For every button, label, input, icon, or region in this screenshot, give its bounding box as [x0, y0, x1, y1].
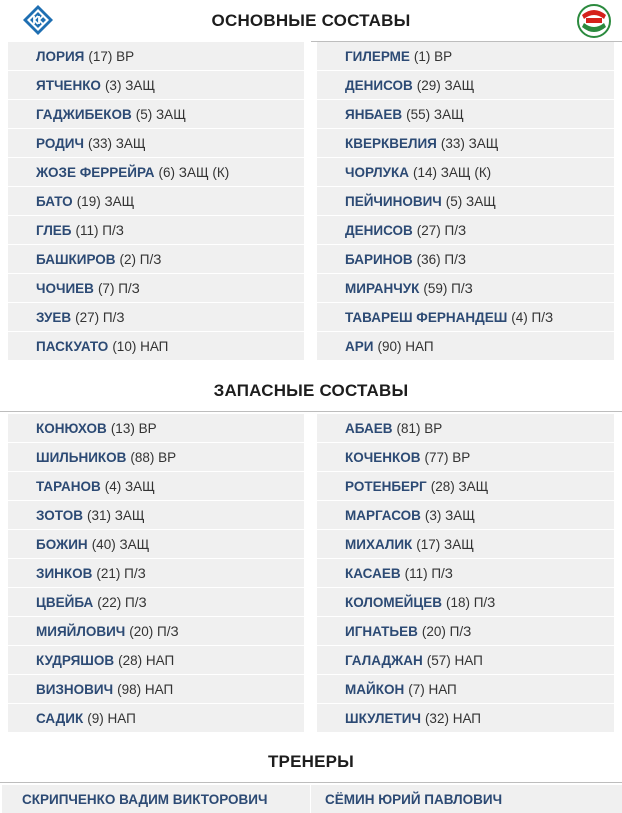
player-row — [8, 530, 304, 558]
player-row — [317, 646, 614, 674]
away-coach-name[interactable]: СЁМИН ЮРИЙ ПАВЛОВИЧ — [311, 785, 622, 813]
player-number-position: (20) П/З — [129, 623, 179, 639]
player-number-position: (1) ВР — [413, 48, 453, 64]
player-name-link[interactable]: ГЛЕБ — [36, 222, 72, 238]
player-row — [317, 501, 614, 529]
player-number-position: (55) ЗАЩ — [406, 106, 464, 122]
subs-lineups — [0, 414, 622, 733]
player-row — [317, 187, 614, 215]
player-number-position: (31) ЗАЩ — [86, 507, 145, 523]
krylia-sovetov-logo-icon[interactable] — [22, 4, 54, 36]
player-name-link[interactable]: ТАРАНОВ — [36, 478, 101, 494]
player-row — [8, 501, 304, 529]
player-row — [8, 303, 304, 331]
player-number-position: (27) П/З — [75, 309, 125, 325]
player-name-link[interactable]: ЛОРИЯ — [36, 48, 85, 64]
player-name-link[interactable]: ГАДЖИБЕКОВ — [36, 106, 132, 122]
player-number-position: (33) ЗАЩ — [87, 135, 146, 151]
home-subs-list — [8, 414, 304, 733]
player-row — [8, 42, 304, 70]
away-starting-list — [317, 42, 614, 361]
player-name-link[interactable]: АРИ — [345, 338, 374, 354]
player-row — [8, 274, 304, 302]
player-number-position: (57) НАП — [426, 652, 483, 668]
home-coach-name[interactable]: СКРИПЧЕНКО ВАДИМ ВИКТОРОВИЧ — [2, 785, 310, 813]
player-number-position: (77) ВР — [424, 449, 471, 465]
player-number-position: (4) П/З — [511, 309, 554, 325]
player-name-link[interactable]: БАТО — [36, 193, 73, 209]
player-row — [317, 42, 614, 70]
player-row — [8, 414, 304, 442]
player-name-link[interactable]: РОДИЧ — [36, 135, 84, 151]
coaches-header — [0, 741, 622, 783]
player-row — [8, 472, 304, 500]
player-row — [8, 129, 304, 157]
player-number-position: (7) НАП — [408, 681, 457, 697]
player-row — [317, 472, 614, 500]
player-name-link[interactable]: МИЯЙЛОВИЧ — [36, 623, 126, 639]
player-name-link[interactable]: МИХАЛИК — [345, 536, 413, 552]
player-number-position: (29) ЗАЩ — [416, 77, 475, 93]
player-row — [317, 414, 614, 442]
player-row — [317, 129, 614, 157]
away-subs-list — [317, 414, 614, 733]
player-name-link[interactable]: ДЕНИСОВ — [345, 77, 413, 93]
player-name-link[interactable]: ШКУЛЕТИЧ — [345, 710, 421, 726]
player-number-position: (81) ВР — [396, 420, 443, 436]
header-divider — [0, 782, 622, 783]
player-name-link[interactable]: ЖОЗЕ ФЕРРЕЙРА — [36, 164, 155, 180]
coaches-title: ТРЕНЕРЫ — [267, 752, 355, 771]
player-number-position: (33) ЗАЩ — [440, 135, 499, 151]
player-name-link[interactable]: ПЕЙЧИНОВИЧ — [345, 193, 442, 209]
player-name-link[interactable]: ЧОЧИЕВ — [36, 280, 94, 296]
player-number-position: (5) ЗАЩ — [445, 193, 496, 209]
player-row — [317, 71, 614, 99]
player-row — [317, 245, 614, 273]
player-row — [317, 530, 614, 558]
player-name-link[interactable]: ЗОТОВ — [36, 507, 83, 523]
player-name-link[interactable]: КВЕРКВЕЛИЯ — [345, 135, 437, 151]
player-number-position: (36) П/З — [416, 251, 467, 267]
player-row — [8, 443, 304, 471]
player-name-link[interactable]: ЯТЧЕНКО — [36, 77, 101, 93]
player-name-link[interactable]: МАЙКОН — [345, 681, 405, 697]
player-name-link[interactable]: ИГНАТЬЕВ — [345, 623, 418, 639]
player-name-link[interactable]: ТАВАРЕШ ФЕРНАНДЕШ — [345, 309, 508, 325]
player-number-position: (59) П/З — [423, 280, 473, 296]
player-row — [317, 559, 614, 587]
player-number-position: (19) ЗАЩ — [76, 193, 135, 209]
player-row — [8, 704, 304, 732]
player-number-position: (13) ВР — [110, 420, 157, 436]
player-row — [317, 617, 614, 645]
player-row — [317, 158, 614, 186]
player-row — [317, 274, 614, 302]
player-name-link[interactable]: КАСАЕВ — [345, 565, 401, 581]
player-number-position: (18) П/З — [445, 594, 496, 610]
player-row — [8, 675, 304, 703]
player-number-position: (11) П/З — [404, 565, 453, 581]
player-number-position: (22) П/З — [97, 594, 147, 610]
player-number-position: (27) П/З — [416, 222, 467, 238]
player-number-position: (2) П/З — [119, 251, 162, 267]
player-row — [317, 675, 614, 703]
player-name-link[interactable]: ЦВЕЙБА — [36, 594, 94, 610]
player-number-position: (21) П/З — [96, 565, 146, 581]
player-number-position: (14) ЗАЩ (К) — [413, 164, 492, 180]
player-row — [317, 704, 614, 732]
player-name-link[interactable]: КОЧЕНКОВ — [345, 449, 421, 465]
player-number-position: (90) НАП — [377, 338, 434, 354]
player-name-link[interactable]: БАШКИРОВ — [36, 251, 116, 267]
player-row — [8, 100, 304, 128]
player-name-link[interactable]: МАРГАСОВ — [345, 507, 421, 523]
player-row — [8, 646, 304, 674]
player-number-position: (98) НАП — [117, 681, 174, 697]
player-name-link[interactable]: КУДРЯШОВ — [36, 652, 115, 668]
subs-header — [0, 370, 622, 412]
player-number-position: (9) НАП — [87, 710, 136, 726]
player-number-position: (5) ЗАЩ — [135, 106, 186, 122]
player-name-link[interactable]: КОНЮХОВ — [36, 420, 107, 436]
player-name-link[interactable]: ДЕНИСОВ — [345, 222, 413, 238]
player-name-link[interactable]: МИРАНЧУК — [345, 280, 420, 296]
player-name-link[interactable]: БАРИНОВ — [345, 251, 413, 267]
starting-lineups — [0, 42, 622, 361]
player-row — [8, 559, 304, 587]
home-starting-list — [8, 42, 304, 361]
player-row — [317, 588, 614, 616]
header-divider — [311, 41, 622, 42]
player-row — [317, 216, 614, 244]
player-name-link[interactable]: БОЖИН — [36, 536, 88, 552]
player-row — [8, 245, 304, 273]
player-name-link[interactable]: ВИЗНОВИЧ — [36, 681, 114, 697]
header-divider — [0, 411, 622, 412]
player-number-position: (11) П/З — [75, 222, 124, 238]
player-number-position: (3) ЗАЩ — [424, 507, 475, 523]
player-number-position: (88) ВР — [130, 449, 177, 465]
player-number-position: (17) ЗАЩ — [416, 536, 474, 552]
player-row — [8, 617, 304, 645]
player-row — [8, 588, 304, 616]
player-row — [8, 216, 304, 244]
coaches-row — [0, 785, 622, 813]
player-name-link[interactable]: ГАЛАДЖАН — [345, 652, 423, 668]
player-name-link[interactable]: ШИЛЬНИКОВ — [36, 449, 127, 465]
player-number-position: (7) П/З — [97, 280, 140, 296]
player-name-link[interactable]: ГИЛЕРМЕ — [345, 48, 410, 64]
lokomotiv-logo-icon[interactable] — [576, 3, 612, 39]
player-row — [8, 71, 304, 99]
player-row — [8, 332, 304, 360]
player-name-link[interactable]: ЯНБАЕВ — [345, 106, 403, 122]
starting-title: ОСНОВНЫЕ СОСТАВЫ — [211, 11, 411, 30]
player-row — [317, 332, 614, 360]
player-row — [317, 443, 614, 471]
player-name-link[interactable]: ЗУЕВ — [36, 309, 72, 325]
starting-header — [0, 0, 622, 42]
player-row — [317, 100, 614, 128]
player-row — [317, 303, 614, 331]
player-name-link[interactable]: ЧОРЛУКА — [345, 164, 409, 180]
player-name-link[interactable]: АБАЕВ — [345, 420, 393, 436]
player-number-position: (17) ВР — [88, 48, 135, 64]
player-number-position: (4) ЗАЩ — [104, 478, 155, 494]
player-number-position: (6) ЗАЩ (К) — [158, 164, 230, 180]
player-name-link[interactable]: ЗИНКОВ — [36, 565, 93, 581]
player-name-link[interactable]: КОЛОМЕЙЦЕВ — [345, 594, 442, 610]
subs-title: ЗАПАСНЫЕ СОСТАВЫ — [213, 381, 409, 400]
player-number-position: (10) НАП — [112, 338, 169, 354]
player-row — [8, 187, 304, 215]
player-name-link[interactable]: САДИК — [36, 710, 84, 726]
player-name-link[interactable]: ПАСКУАТО — [36, 338, 109, 354]
player-name-link[interactable]: РОТЕНБЕРГ — [345, 478, 427, 494]
player-number-position: (32) НАП — [424, 710, 482, 726]
player-row — [8, 158, 304, 186]
player-number-position: (28) НАП — [118, 652, 175, 668]
player-number-position: (40) ЗАЩ — [91, 536, 150, 552]
player-number-position: (28) ЗАЩ — [430, 478, 489, 494]
player-number-position: (3) ЗАЩ — [104, 77, 156, 93]
player-number-position: (20) П/З — [421, 623, 472, 639]
